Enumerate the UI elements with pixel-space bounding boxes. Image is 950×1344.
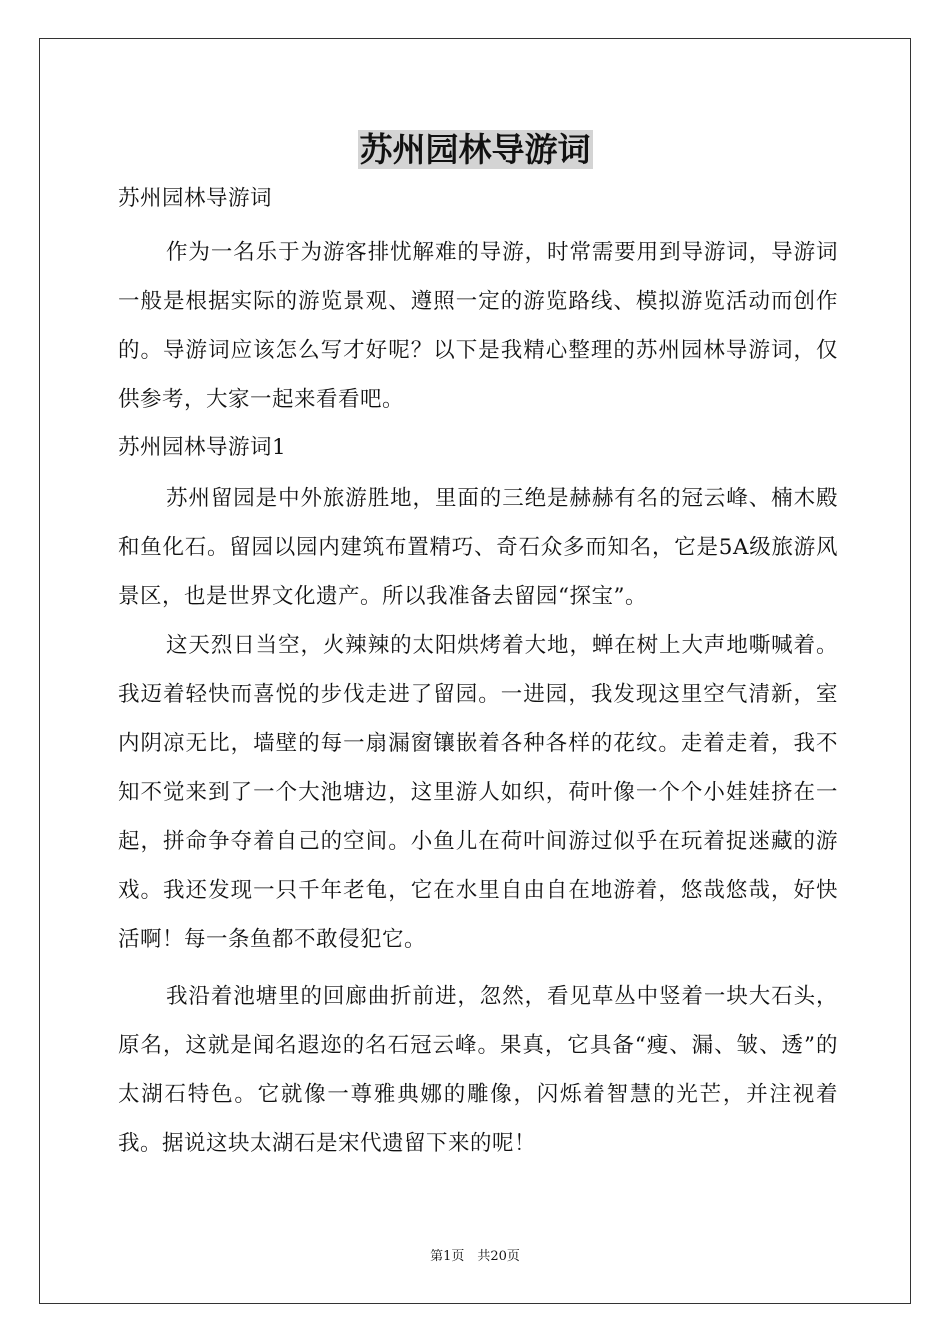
document-title-text: 苏州园林导游词 [359, 130, 591, 169]
page-number-footer: 第1页 共20页 [430, 1249, 520, 1264]
body-paragraph-1: 苏州留园是中外旅游胜地，里面的三绝是赫赫有名的冠云峰、楠木殿和鱼化石。留园以园内建筑布置精巧、奇石众多而知名，它是5A级旅游风景区，也是世界文化遗产。所以我准备去留园“探宝”。 [118, 486, 838, 609]
section-heading: 苏州园林导游词1 [118, 435, 287, 460]
document-title [0, 128, 950, 172]
intro-paragraph: 作为一名乐于为游客排忧解难的导游，时常需要用到导游词，导游词一般是根据实际的游览景观、遵照一定的游览路线、模拟游览活动而创作的。导游词应该怎么写才好呢？以下是我精心整理的苏州园林导游词，仅供参考，大家一起来看看吧。 [118, 240, 838, 412]
body-paragraph-3: 我沿着池塘里的回廊曲折前进，忽然，看见草丛中竖着一块大石头，原名，这就是闻名遐迩的名石冠云峰。果真，它具备“瘦、漏、皱、透”的太湖石特色。它就像一尊雅典娜的雕像，闪烁着智慧的光芒，并注视着我。据说这块太湖石是宋代遗留下来的呢！ [118, 984, 838, 1156]
document-subtitle: 苏州园林导游词 [118, 186, 273, 211]
body-paragraph-2: 这天烈日当空，火辣辣的太阳烘烤着大地，蝉在树上大声地嘶喊着。我迈着轻快而喜悦的步伐走进了留园。一进园，我发现这里空气清新，室内阴凉无比，墙壁的每一扇漏窗镶嵌着各种各样的花纹。走着走着，我不知不觉来到了一个大池塘边，这里游人如织，荷叶像一个个小娃娃挤在一起，拼命争夺着自己的空间。小鱼儿在荷叶间游过似乎在玩着捉迷藏的游戏。我还发现一只千年老龟，它在水里自由自在地游着，悠哉悠哉，好快活啊！每一条鱼都不敢侵犯它。 [118, 633, 838, 952]
